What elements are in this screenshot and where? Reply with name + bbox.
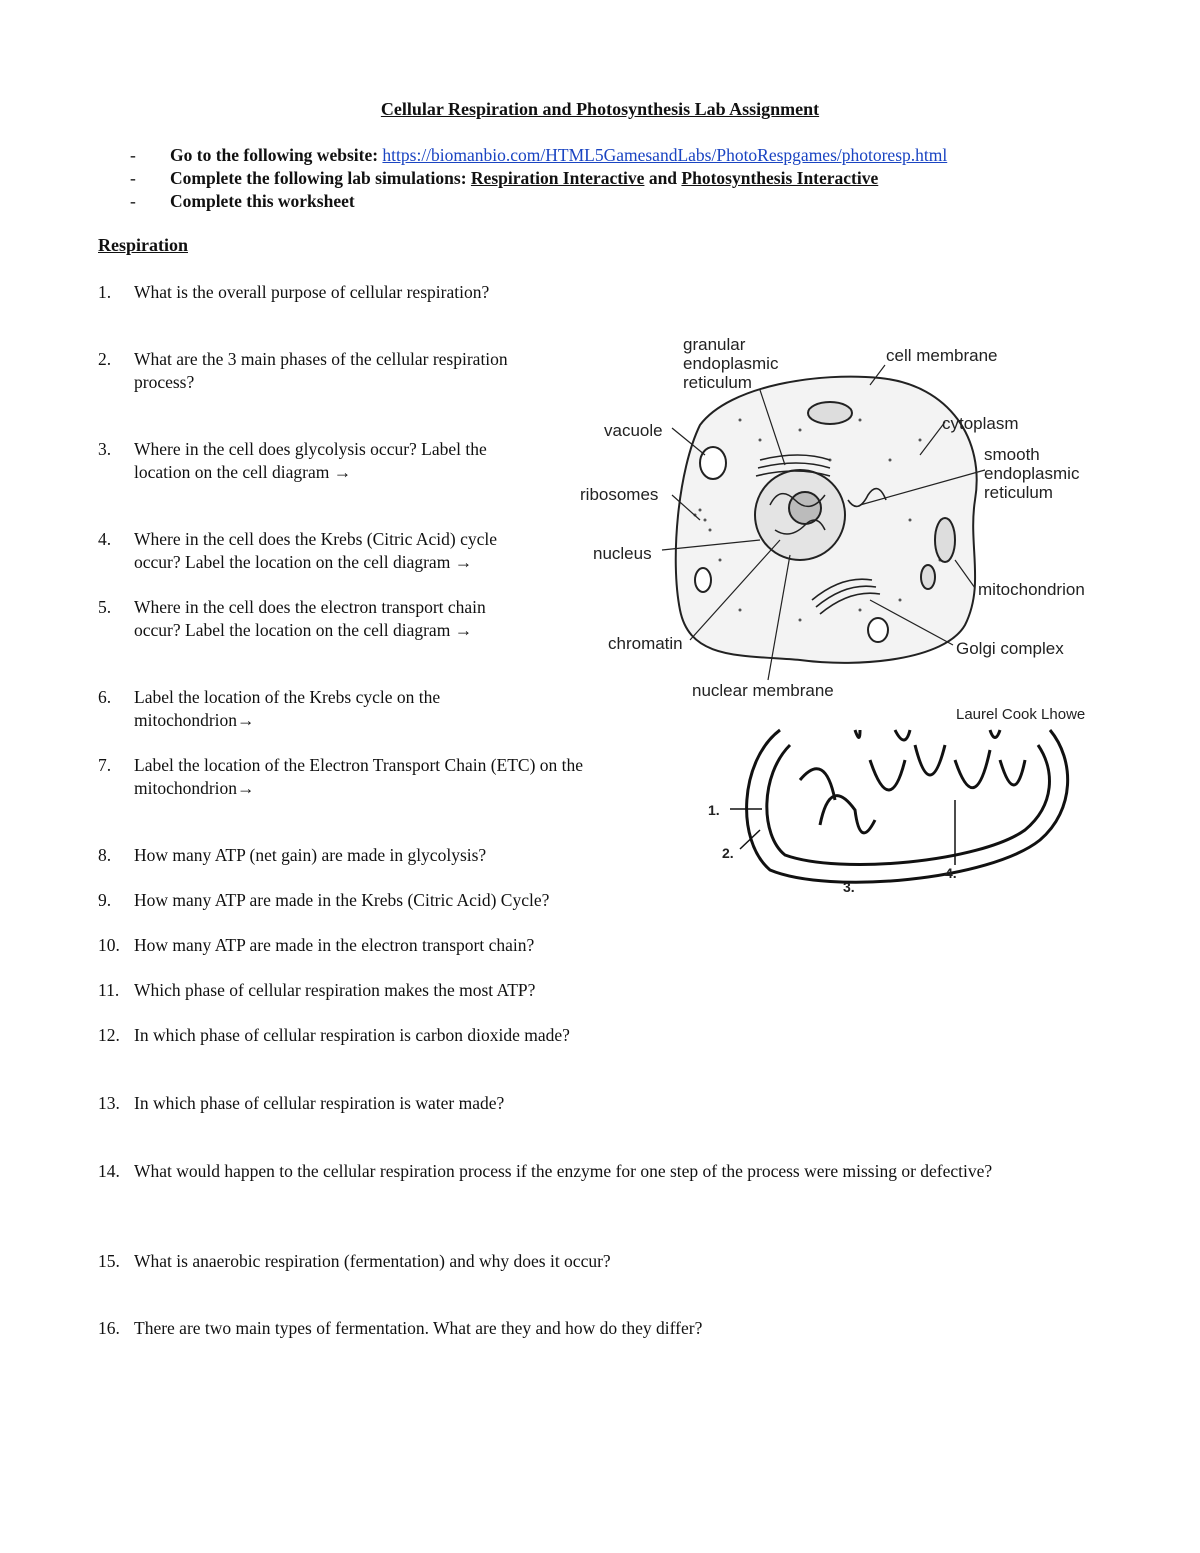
label-nuclear-membrane: nuclear membrane — [692, 681, 834, 700]
label-cell-membrane: cell membrane — [886, 346, 998, 365]
label-vacuole: vacuole — [604, 421, 663, 440]
sim-respiration: Respiration Interactive — [470, 168, 645, 188]
label-mitochondrion: mitochondrion — [978, 580, 1085, 599]
mito-label-1: 1. — [708, 802, 720, 818]
label-smooth-er: endoplasmic — [984, 464, 1080, 483]
label-granular: granular — [683, 335, 746, 354]
mito-label-4: 4. — [945, 865, 957, 881]
mito-inner-membrane — [767, 745, 1050, 865]
sim-photosynthesis: Photosynthesis Interactive — [681, 168, 879, 188]
label-granular-er: endoplasmic — [683, 354, 779, 373]
mito-label-2: 2. — [722, 845, 734, 861]
label-smooth: smooth — [984, 445, 1040, 464]
mito-cristae — [800, 730, 1025, 833]
section-heading: Respiration — [98, 235, 188, 255]
instruction-worksheet: - Complete this worksheet — [130, 191, 355, 211]
label-golgi: Golgi complex — [956, 639, 1064, 658]
label-chromatin: chromatin — [608, 634, 683, 653]
label-granular-reticulum: reticulum — [683, 373, 752, 392]
website-link[interactable]: https://biomanbio.com/HTML5GamesandLabs/PhotoRespgames/photoresp.html — [382, 145, 948, 165]
instruction-website: - Go to the following website: https://biomanbio.com/HTML5GamesandLabs/PhotoRespgames/photoresp.html — [130, 145, 948, 165]
page-title: Cellular Respiration and Photosynthesis Lab Assignment — [380, 99, 820, 119]
instruction-simulations: - Complete the following lab simulations: Respiration Interactive and Photosynthesis Interactive — [130, 168, 879, 188]
label-credit: Laurel Cook Lhowe — [956, 706, 1086, 723]
mito-label-3: 3. — [843, 879, 855, 895]
label-nucleus: nucleus — [593, 544, 652, 563]
label-cytoplasm: cytoplasm — [942, 414, 1019, 433]
label-ribosomes: ribosomes — [580, 485, 659, 504]
label-smooth-reticulum: reticulum — [984, 483, 1053, 502]
